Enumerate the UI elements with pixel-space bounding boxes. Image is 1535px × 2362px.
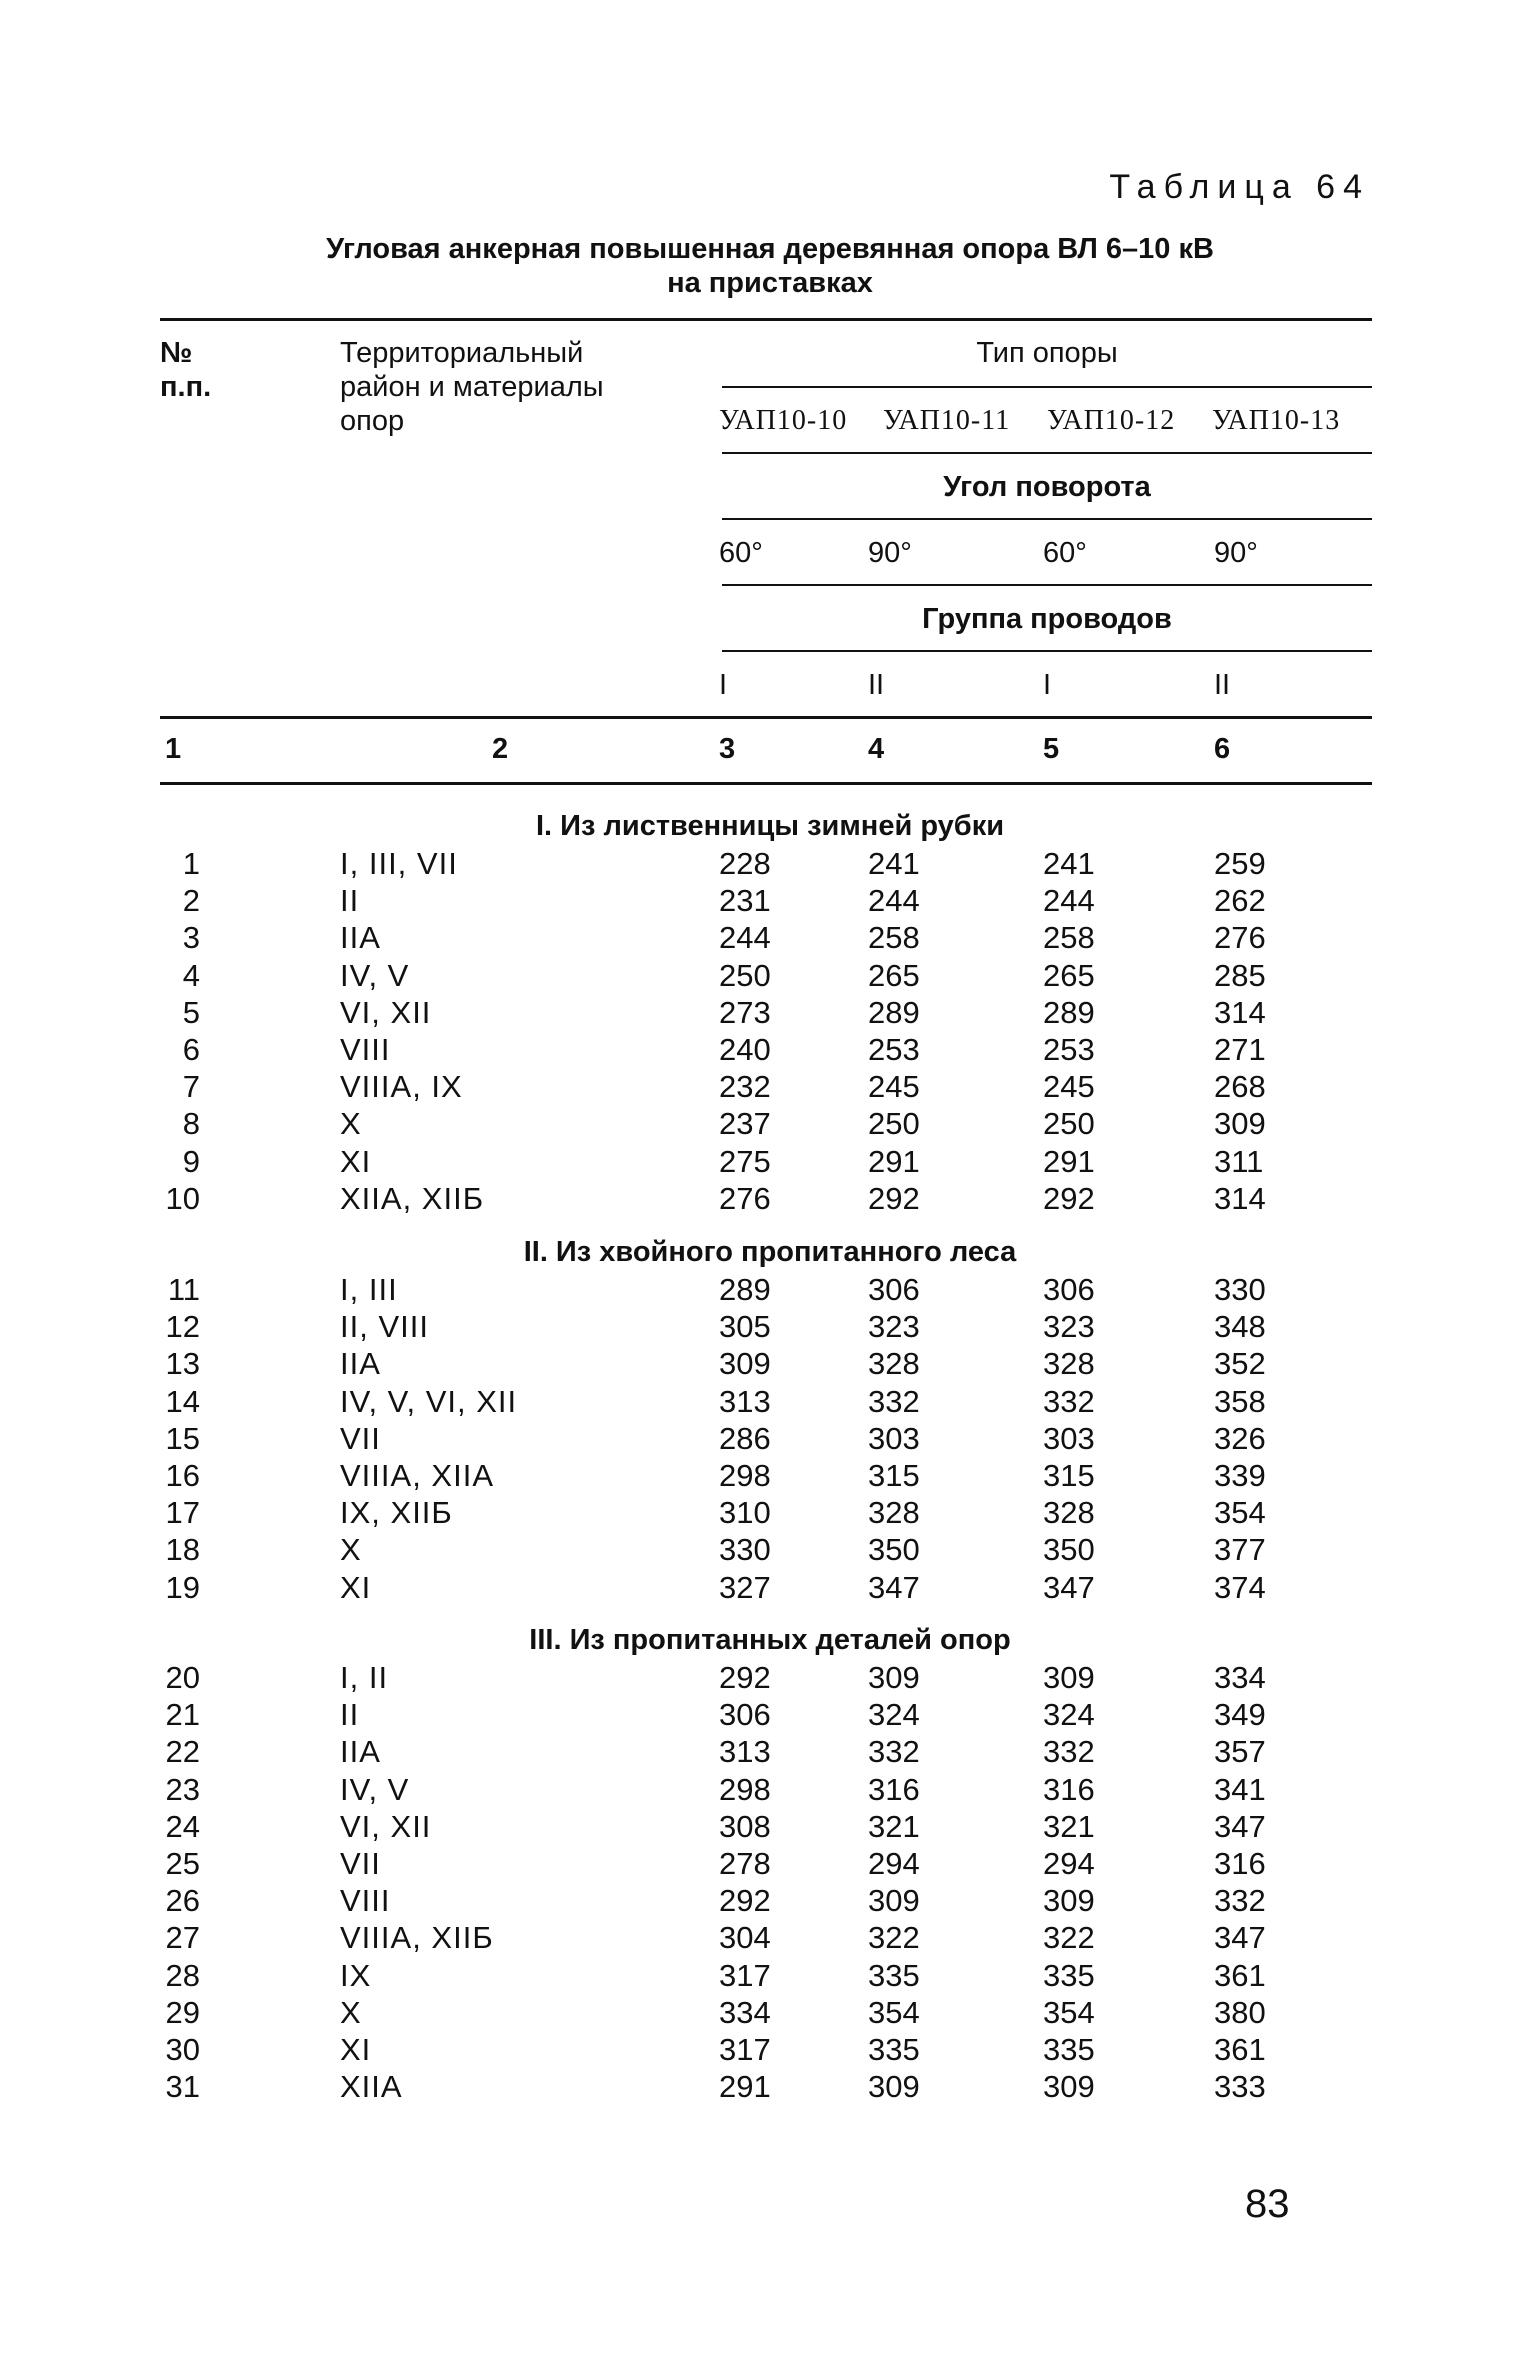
row-value-col4: 350 <box>868 1532 920 1568</box>
table-row <box>0 1772 1535 1808</box>
row-value-col5: 350 <box>1043 1532 1095 1568</box>
row-value-col3: 240 <box>719 1032 771 1067</box>
row-value-col5: 323 <box>1043 1309 1095 1345</box>
table-row <box>0 1458 1535 1494</box>
row-number: 25 <box>165 1846 200 1881</box>
type-uap10-10: УАП10-10 <box>719 405 848 436</box>
row-value-col3: 304 <box>719 1920 771 1956</box>
row-value-col4: 258 <box>868 920 920 956</box>
row-value-col6: 358 <box>1214 1383 1266 1419</box>
table-row <box>0 1272 1535 1308</box>
row-region: VI, XII <box>340 994 432 1030</box>
row-region: IV, V <box>340 957 410 993</box>
row-region: VIII <box>340 1883 391 1919</box>
row-value-col3: 278 <box>719 1846 771 1881</box>
row-region: I, III, VII <box>340 846 458 881</box>
row-value-col4: 241 <box>868 846 920 881</box>
row-value-col6: 268 <box>1214 1069 1266 1105</box>
table-row <box>0 1106 1535 1142</box>
row-value-col4: 328 <box>868 1346 920 1382</box>
row-number: 26 <box>165 1883 200 1919</box>
row-value-col6: 374 <box>1214 1569 1266 1605</box>
row-value-col3: 310 <box>719 1495 771 1531</box>
col-number-4: 4 <box>868 733 885 765</box>
section-title: III. Из пропитанных деталей опор <box>529 1624 1011 1656</box>
type-rule <box>722 386 1372 388</box>
row-value-col4: 332 <box>868 1734 920 1770</box>
row-value-col3: 273 <box>719 994 771 1030</box>
row-value-col4: 309 <box>868 2069 920 2105</box>
row-value-col5: 253 <box>1043 1032 1095 1067</box>
row-number: 13 <box>165 1346 200 1382</box>
row-value-col6: 316 <box>1214 1846 1266 1881</box>
row-value-col6: 332 <box>1214 1883 1266 1919</box>
row-value-col4: 265 <box>868 957 920 993</box>
row-value-col5: 303 <box>1043 1420 1095 1456</box>
angle-header: Угол поворота <box>943 471 1151 503</box>
row-value-col6: 311 <box>1214 1143 1264 1179</box>
row-value-col4: 335 <box>868 2032 920 2067</box>
angle-col3: 60° <box>719 537 763 569</box>
row-value-col5: 321 <box>1043 1808 1095 1844</box>
row-number: 18 <box>165 1532 200 1568</box>
row-value-col3: 292 <box>719 1883 771 1919</box>
row-region: IIA <box>340 920 381 956</box>
row-value-col6: 380 <box>1214 1994 1266 2030</box>
row-value-col6: 334 <box>1214 1660 1266 1695</box>
row-value-col4: 321 <box>868 1808 920 1844</box>
row-value-col6: 361 <box>1214 2032 1266 2067</box>
row-value-col6: 271 <box>1214 1032 1266 1067</box>
row-value-col5: 309 <box>1043 1660 1095 1695</box>
row-value-col5: 328 <box>1043 1495 1095 1531</box>
row-region: IV, V <box>340 1771 410 1807</box>
row-region: VIIIA, XIIБ <box>340 1920 494 1956</box>
row-number: 17 <box>165 1495 200 1531</box>
row-value-col4: 303 <box>868 1420 920 1456</box>
row-number: 24 <box>165 1808 200 1844</box>
table-row <box>0 1660 1535 1696</box>
angle-rule <box>722 518 1372 520</box>
row-value-col3: 305 <box>719 1309 771 1345</box>
row-value-col3: 286 <box>719 1420 771 1456</box>
row-number: 20 <box>165 1660 200 1695</box>
table-row <box>0 883 1535 919</box>
col-region-label-1: Территориальный <box>340 337 584 369</box>
row-value-col5: 332 <box>1043 1734 1095 1770</box>
row-value-col5: 291 <box>1043 1143 1095 1179</box>
table-row <box>0 1570 1535 1606</box>
row-value-col5: 347 <box>1043 1569 1095 1605</box>
row-region: IIA <box>340 1734 381 1770</box>
row-value-col6: 349 <box>1214 1697 1266 1733</box>
row-value-col5: 289 <box>1043 994 1095 1030</box>
row-number: 29 <box>165 1994 200 2030</box>
row-value-col3: 313 <box>719 1383 771 1419</box>
table-title-line2: на приставках <box>667 267 873 299</box>
row-number: 10 <box>165 1180 200 1216</box>
row-region: VIIIA, XIIA <box>340 1458 494 1493</box>
row-value-col6: 352 <box>1214 1346 1266 1382</box>
table-row <box>0 995 1535 1031</box>
types-rule <box>722 452 1372 454</box>
col-number-6: 6 <box>1214 733 1231 765</box>
row-value-col5: 316 <box>1043 1771 1095 1807</box>
row-value-col6: 262 <box>1214 883 1266 919</box>
row-number: 1 <box>182 846 200 881</box>
col-number-2: 2 <box>492 733 509 765</box>
angle-col4: 90° <box>868 537 912 569</box>
row-region: VIIIA, IX <box>340 1069 463 1105</box>
row-value-col5: 244 <box>1043 883 1095 919</box>
row-value-col6: 347 <box>1214 1920 1266 1956</box>
row-region: IX <box>340 1957 372 1993</box>
row-region: VI, XII <box>340 1808 432 1844</box>
row-value-col3: 298 <box>719 1771 771 1807</box>
row-value-col4: 328 <box>868 1495 920 1531</box>
row-value-col4: 332 <box>868 1383 920 1419</box>
row-value-col6: 259 <box>1214 846 1266 881</box>
row-value-col3: 244 <box>719 920 771 956</box>
row-value-col4: 291 <box>868 1143 920 1179</box>
table-row <box>0 1532 1535 1568</box>
row-value-col5: 332 <box>1043 1383 1095 1419</box>
row-value-col3: 237 <box>719 1106 771 1142</box>
table-row <box>0 1495 1535 1531</box>
row-number: 9 <box>182 1143 200 1179</box>
row-value-col4: 309 <box>868 1660 920 1695</box>
table-row <box>0 1032 1535 1068</box>
row-value-col3: 292 <box>719 1660 771 1695</box>
row-value-col3: 330 <box>719 1532 771 1568</box>
column-numbers-rule <box>160 782 1372 785</box>
row-value-col5: 354 <box>1043 1994 1095 2030</box>
row-value-col5: 309 <box>1043 1883 1095 1919</box>
group-rule <box>722 650 1372 652</box>
row-value-col3: 308 <box>719 1808 771 1844</box>
row-value-col3: 228 <box>719 846 771 881</box>
row-value-col6: 341 <box>1214 1771 1266 1807</box>
row-number: 6 <box>182 1032 200 1067</box>
table-row <box>0 2032 1535 2068</box>
row-region: IIA <box>340 1346 381 1382</box>
row-value-col6: 377 <box>1214 1532 1266 1568</box>
row-value-col6: 276 <box>1214 920 1266 956</box>
row-value-col3: 313 <box>719 1734 771 1770</box>
row-value-col4: 354 <box>868 1994 920 2030</box>
col-region-header <box>340 336 604 438</box>
row-value-col3: 327 <box>719 1569 771 1605</box>
row-number: 31 <box>165 2069 200 2105</box>
row-value-col6: 314 <box>1214 1180 1266 1216</box>
row-value-col5: 241 <box>1043 846 1095 881</box>
row-number: 23 <box>165 1771 200 1807</box>
row-number: 2 <box>182 883 200 919</box>
col-region-label-2: район и материалы <box>340 371 604 403</box>
row-number: 22 <box>165 1734 200 1770</box>
row-region: XI <box>340 1143 372 1179</box>
row-value-col4: 306 <box>868 1272 920 1307</box>
row-region: VII <box>340 1420 381 1456</box>
row-value-col3: 306 <box>719 1697 771 1733</box>
table-row <box>0 1958 1535 1994</box>
row-number: 7 <box>182 1069 200 1105</box>
row-value-col3: 317 <box>719 1957 771 1993</box>
table-row <box>0 2069 1535 2105</box>
row-value-col3: 317 <box>719 2032 771 2067</box>
row-value-col4: 250 <box>868 1106 920 1142</box>
row-value-col4: 309 <box>868 1883 920 1919</box>
row-region: X <box>340 1532 362 1568</box>
row-value-col4: 294 <box>868 1846 920 1881</box>
row-value-col6: 354 <box>1214 1495 1266 1531</box>
angle-col6: 90° <box>1214 537 1258 569</box>
row-number: 14 <box>165 1383 200 1419</box>
row-number: 4 <box>182 957 200 993</box>
row-value-col6: 347 <box>1214 1808 1266 1844</box>
row-number: 8 <box>182 1106 200 1142</box>
row-value-col6: 330 <box>1214 1272 1266 1307</box>
row-region: IX, XIIБ <box>340 1495 453 1531</box>
row-number: 30 <box>165 2032 200 2067</box>
row-value-col5: 322 <box>1043 1920 1095 1956</box>
row-value-col6: 339 <box>1214 1458 1266 1493</box>
row-value-col3: 298 <box>719 1458 771 1493</box>
row-number: 19 <box>165 1569 200 1605</box>
table-row <box>0 1734 1535 1770</box>
row-value-col6: 357 <box>1214 1734 1266 1770</box>
type-uap10-11: УАП10-11 <box>883 405 1011 436</box>
row-value-col3: 334 <box>719 1994 771 2030</box>
row-value-col5: 315 <box>1043 1458 1095 1493</box>
header-top-rule <box>160 318 1372 321</box>
col-number-1: 1 <box>165 733 182 765</box>
row-value-col4: 289 <box>868 994 920 1030</box>
row-region: XI <box>340 1569 372 1605</box>
table-title <box>160 232 1380 300</box>
row-value-col6: 314 <box>1214 994 1266 1030</box>
row-region: X <box>340 1994 362 2030</box>
row-value-col5: 335 <box>1043 1957 1095 1993</box>
type-header: Тип опоры <box>976 337 1118 369</box>
row-region: II <box>340 883 360 919</box>
row-number: 28 <box>165 1957 200 1993</box>
section-title: II. Из хвойного пропитанного леса <box>523 1236 1017 1268</box>
col-no-header <box>160 336 211 404</box>
row-value-col3: 232 <box>719 1069 771 1105</box>
group-col6: II <box>1214 669 1231 701</box>
row-value-col3: 276 <box>719 1180 771 1216</box>
row-number: 27 <box>165 1920 200 1956</box>
table-row <box>0 920 1535 956</box>
row-region: I, III <box>340 1272 398 1307</box>
group-col4: II <box>868 669 885 701</box>
row-value-col3: 309 <box>719 1346 771 1382</box>
row-value-col4: 253 <box>868 1032 920 1067</box>
table-row <box>0 846 1535 882</box>
row-value-col6: 326 <box>1214 1420 1266 1456</box>
row-value-col5: 245 <box>1043 1069 1095 1105</box>
row-value-col3: 250 <box>719 957 771 993</box>
row-value-col4: 324 <box>868 1697 920 1733</box>
row-region: XIIA <box>340 2069 403 2105</box>
col-number-3: 3 <box>719 733 736 765</box>
row-value-col4: 347 <box>868 1569 920 1605</box>
table-row <box>0 1181 1535 1217</box>
row-value-col4: 322 <box>868 1920 920 1956</box>
row-region: I, II <box>340 1660 389 1695</box>
row-value-col3: 231 <box>719 883 771 919</box>
row-value-col3: 291 <box>719 2069 771 2105</box>
row-number: 16 <box>165 1458 200 1493</box>
row-value-col6: 285 <box>1214 957 1266 993</box>
row-number: 15 <box>165 1420 200 1456</box>
col-number-5: 5 <box>1043 733 1060 765</box>
header-bottom-rule <box>160 716 1372 719</box>
row-value-col4: 315 <box>868 1458 920 1493</box>
row-value-col4: 316 <box>868 1771 920 1807</box>
row-value-col3: 289 <box>719 1272 771 1307</box>
row-value-col5: 335 <box>1043 2032 1095 2067</box>
row-value-col6: 348 <box>1214 1309 1266 1345</box>
row-value-col5: 328 <box>1043 1346 1095 1382</box>
table-row <box>0 1995 1535 2031</box>
row-value-col3: 275 <box>719 1143 771 1179</box>
row-number: 5 <box>182 994 200 1030</box>
angle-col5: 60° <box>1043 537 1087 569</box>
table-row <box>0 1144 1535 1180</box>
row-number: 12 <box>165 1309 200 1345</box>
row-value-col5: 309 <box>1043 2069 1095 2105</box>
col-no-label-2: п.п. <box>160 371 212 403</box>
angles-rule <box>722 584 1372 586</box>
row-value-col6: 333 <box>1214 2069 1266 2105</box>
row-value-col6: 361 <box>1214 1957 1266 1993</box>
row-number: 3 <box>182 920 200 956</box>
table-title-line1: Угловая анкерная повышенная деревянная опора ВЛ 6–10 кВ <box>326 233 1214 265</box>
table-row <box>0 958 1535 994</box>
type-uap10-12: УАП10-12 <box>1047 405 1176 436</box>
row-value-col4: 244 <box>868 883 920 919</box>
row-value-col5: 324 <box>1043 1697 1095 1733</box>
row-value-col5: 294 <box>1043 1846 1095 1881</box>
row-region: X <box>340 1106 362 1142</box>
table-row <box>0 1346 1535 1382</box>
type-uap10-13: УАП10-13 <box>1212 405 1341 436</box>
row-value-col5: 306 <box>1043 1272 1095 1307</box>
row-region: IV, V, VI, XII <box>340 1383 518 1419</box>
row-region: II, VIII <box>340 1309 429 1345</box>
col-no-label-1: № <box>160 337 193 369</box>
row-number: 11 <box>167 1272 200 1307</box>
group-col3: I <box>719 669 728 701</box>
table-row <box>0 1309 1535 1345</box>
table-row <box>0 1920 1535 1956</box>
row-value-col5: 258 <box>1043 920 1095 956</box>
col-region-label-3: опор <box>340 405 405 437</box>
table-row <box>0 1421 1535 1457</box>
group-header: Группа проводов <box>922 603 1172 635</box>
row-value-col5: 292 <box>1043 1180 1095 1216</box>
page-number: 83 <box>1245 2182 1290 2226</box>
table-row <box>0 1883 1535 1919</box>
table-row <box>0 1384 1535 1420</box>
group-col5: I <box>1043 669 1052 701</box>
row-value-col6: 309 <box>1214 1106 1266 1142</box>
table-row <box>0 1809 1535 1845</box>
row-value-col5: 250 <box>1043 1106 1095 1142</box>
table-row <box>0 1846 1535 1882</box>
row-region: XI <box>340 2032 372 2067</box>
row-value-col4: 335 <box>868 1957 920 1993</box>
row-value-col5: 265 <box>1043 957 1095 993</box>
row-value-col4: 323 <box>868 1309 920 1345</box>
row-region: II <box>340 1697 360 1733</box>
row-region: XIIA, XIIБ <box>340 1180 485 1216</box>
row-region: VIII <box>340 1032 391 1067</box>
section-title: I. Из лиственницы зимней рубки <box>535 810 1005 842</box>
row-number: 21 <box>165 1697 200 1733</box>
row-value-col4: 292 <box>868 1180 920 1216</box>
row-value-col4: 245 <box>868 1069 920 1105</box>
row-region: VII <box>340 1846 381 1881</box>
table-row <box>0 1069 1535 1105</box>
table-row <box>0 1697 1535 1733</box>
table-label: Таблица 64 <box>1109 168 1370 206</box>
